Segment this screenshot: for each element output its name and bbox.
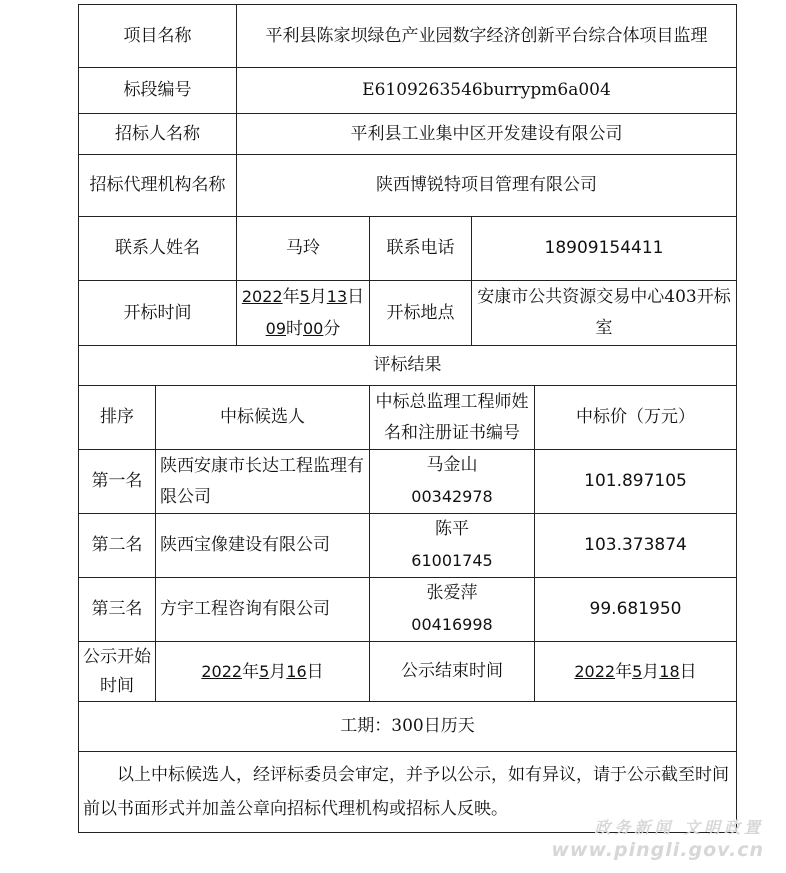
opening-minute: 00 — [303, 319, 324, 338]
end-year: 2022 — [574, 661, 616, 681]
row-result-title — [79, 346, 737, 386]
candidate-cell: 陕西安康市长达工程监理有限公司 — [156, 450, 370, 514]
row-contact — [79, 217, 737, 281]
month-unit: 月 — [642, 661, 660, 682]
year-unit: 年 — [282, 287, 300, 307]
bid-result-table — [78, 4, 737, 833]
year-unit: 年 — [242, 661, 260, 682]
start-day: 16 — [286, 661, 307, 681]
price-cell: 101.897105 — [535, 450, 737, 514]
duration-text: 工期：300日历天 — [79, 702, 737, 752]
section-number-value: E6109263546burrypm6a004 — [237, 68, 737, 114]
engineer-cell — [370, 514, 535, 578]
header-candidate: 中标候选人 — [156, 386, 370, 450]
opening-year: 2022 — [241, 287, 283, 306]
table-row — [79, 450, 737, 514]
row-agency — [79, 155, 737, 217]
candidate-cell: 方宇工程咨询有限公司 — [156, 578, 370, 642]
header-rank: 排序 — [79, 386, 156, 450]
row-project-name — [79, 5, 737, 68]
engineer-name: 张爱萍 — [426, 583, 478, 603]
rank-cell: 第三名 — [79, 578, 156, 642]
end-day: 18 — [659, 661, 680, 681]
end-month: 5 — [632, 661, 643, 681]
row-duration — [79, 702, 737, 752]
result-title: 评标结果 — [79, 346, 737, 386]
project-name-value: 平利县陈家坝绿色产业园数字经济创新平台综合体项目监理 — [237, 5, 737, 68]
contact-phone-value: 18909154411 — [472, 217, 737, 281]
day-unit: 日 — [306, 661, 324, 682]
tenderer-label: 招标人名称 — [79, 114, 237, 155]
table-row — [79, 578, 737, 642]
watermark-line1: 政务新闻 文明政置 — [594, 818, 764, 837]
opening-place-value: 安康市公共资源交易中心403开标室 — [472, 281, 737, 346]
agency-label: 招标代理机构名称 — [79, 155, 237, 217]
hour-unit: 时 — [286, 319, 303, 339]
contact-name-value: 马玲 — [237, 217, 370, 281]
tenderer-value: 平利县工业集中区开发建设有限公司 — [237, 114, 737, 155]
day-unit: 日 — [679, 661, 697, 682]
contact-phone-label: 联系电话 — [370, 217, 472, 281]
section-number-label: 标段编号 — [79, 68, 237, 114]
start-year: 2022 — [201, 661, 243, 681]
opening-day: 13 — [326, 287, 348, 306]
engineer-cert: 61001745 — [411, 551, 493, 570]
opening-month: 5 — [299, 287, 310, 306]
month-unit: 月 — [309, 287, 327, 307]
start-month: 5 — [259, 661, 270, 681]
table-row — [79, 514, 737, 578]
watermark-line2: www.pingli.gov.cn — [551, 839, 764, 861]
contact-name-label: 联系人姓名 — [79, 217, 237, 281]
publicity-start-value — [156, 642, 370, 702]
publicity-end-value — [535, 642, 737, 702]
row-notice — [79, 752, 737, 833]
notice-text: 以上中标候选人，经评标委员会审定，并予以公示，如有异议，请于公示截至时间前以书面形式并加盖公章向招标代理机构或招标人反映。 — [79, 752, 737, 833]
row-tenderer — [79, 114, 737, 155]
row-opening — [79, 281, 737, 346]
candidate-cell: 陕西宝像建设有限公司 — [156, 514, 370, 578]
agency-value: 陕西博锐特项目管理有限公司 — [237, 155, 737, 217]
opening-place-label: 开标地点 — [370, 281, 472, 346]
engineer-cert: 00416998 — [411, 615, 493, 634]
rank-cell: 第一名 — [79, 450, 156, 514]
engineer-name: 马金山 — [426, 455, 478, 475]
opening-hour: 09 — [265, 319, 286, 338]
row-publicity — [79, 642, 737, 702]
opening-time-value — [237, 281, 370, 346]
project-name-label: 项目名称 — [79, 5, 237, 68]
header-engineer: 中标总监理工程师姓名和注册证书编号 — [370, 386, 535, 450]
publicity-start-label: 公示开始时间 — [79, 642, 156, 702]
minute-unit: 分 — [323, 319, 341, 339]
rank-cell: 第二名 — [79, 514, 156, 578]
opening-time-label: 开标时间 — [79, 281, 237, 346]
price-cell: 103.373874 — [535, 514, 737, 578]
result-header-row — [79, 386, 737, 450]
year-unit: 年 — [615, 661, 633, 682]
publicity-end-label: 公示结束时间 — [370, 642, 535, 702]
day-unit: 日 — [347, 287, 365, 307]
engineer-cert: 00342978 — [411, 487, 493, 506]
month-unit: 月 — [269, 661, 287, 682]
price-cell: 99.681950 — [535, 578, 737, 642]
engineer-cell — [370, 578, 535, 642]
header-price: 中标价（万元） — [535, 386, 737, 450]
row-section-number — [79, 68, 737, 114]
engineer-name: 陈平 — [435, 519, 469, 539]
engineer-cell — [370, 450, 535, 514]
